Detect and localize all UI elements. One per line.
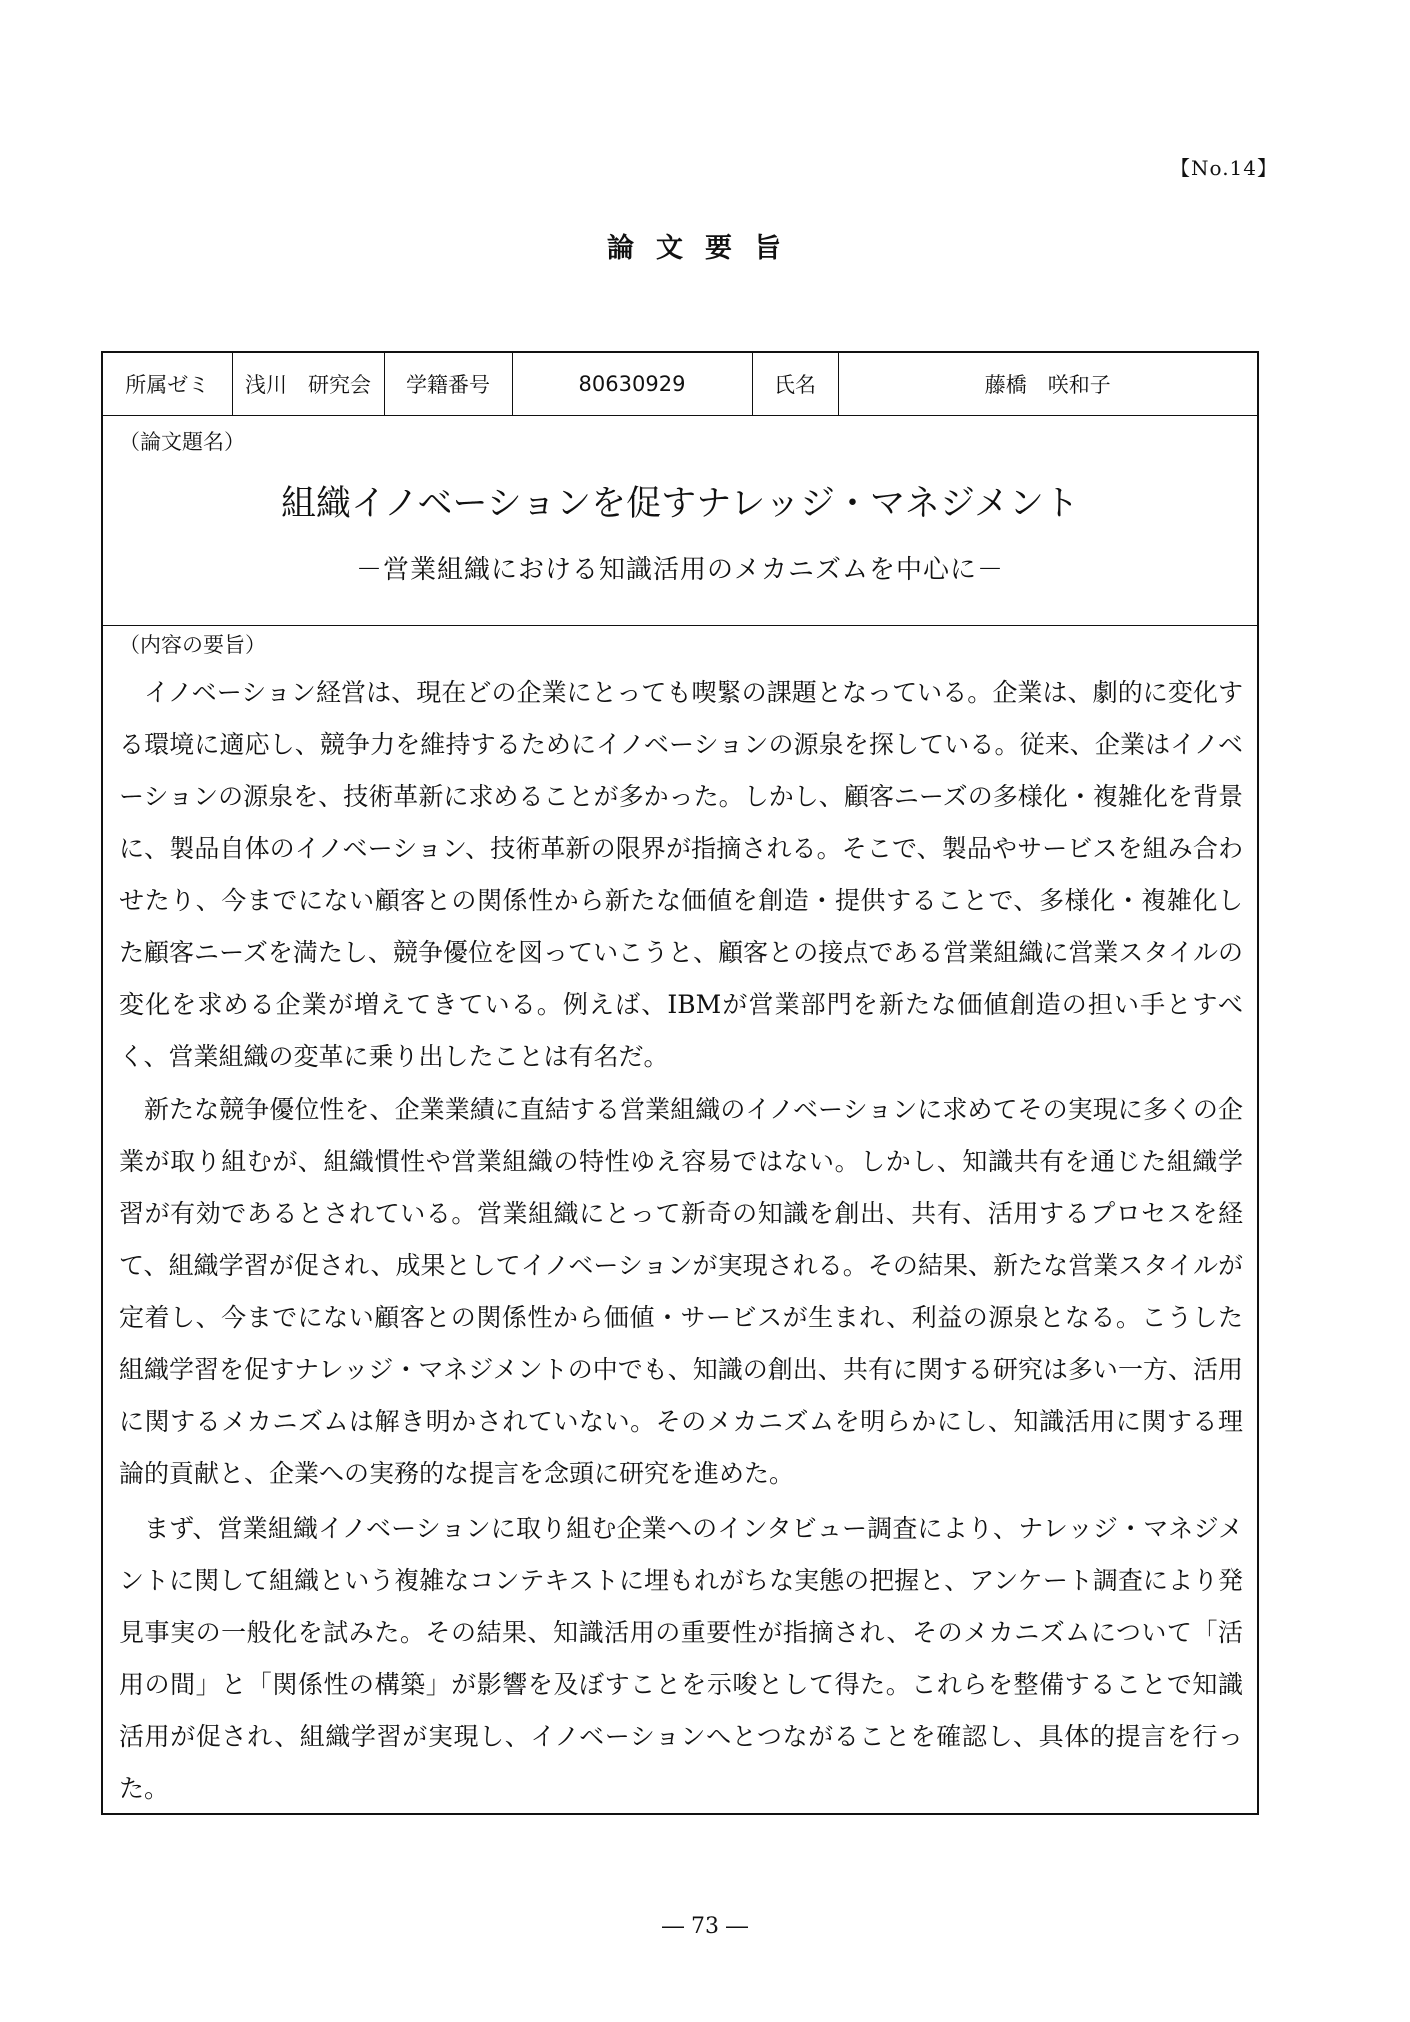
summary-section [103, 625, 1257, 1815]
info-table [103, 353, 1257, 416]
thesis-title-section [103, 416, 1257, 626]
student-id-value: 80630929 [512, 353, 752, 416]
page-number: ― 73 ― [662, 1914, 748, 1939]
name-label: 氏名 [752, 353, 838, 416]
info-row [103, 353, 1257, 416]
student-id-label: 学籍番号 [384, 353, 512, 416]
thesis-main-title: 組織イノベーションを促すナレッジ・マネジメント [280, 484, 1079, 524]
seminar-label: 所属ゼミ [103, 353, 232, 416]
page-title: 論文要旨 [607, 233, 803, 264]
thesis-sub-title: －営業組織における知識活用のメカニズムを中心に－ [355, 555, 1004, 585]
document-number: 【No.14】 [1170, 156, 1278, 180]
summary-paragraph-2: 新たな競争優位性を、企業業績に直結する営業組織のイノベーションに求めてその実現に多くの企業が取り組むが、組織慣性や営業組織の特性ゆえ容易ではない。しかし、知識共有を通じた組織学習が有効であるとされている。営業組織にとって新奇の知識を創出、共有、活用するプロセスを経て、組織学習が促され、成果としてイノベーションが実現される。その結果、新たな営業スタイルが定着し、今までにない顧客との関係性から価値・サービスが生まれ、利益の源泉となる。こうした組織学習を促すナレッジ・マネジメントの中でも、知識の創出、共有に関する研究は多い一方、活用に関するメカニズムは解き明かされていない。そのメカニズムを明らかにし、知識活用に関する理論的貢献と、企業への実務的な提言を念頭に研究を進めた。 [119, 1095, 1243, 1488]
seminar-value: 浅川 研究会 [232, 353, 384, 416]
summary-paragraph-3: まず、営業組織イノベーションに取り組む企業へのインタビュー調査により、ナレッジ・マネジメントに関して組織という複雑なコンテキストに埋もれがちな実態の把握と、アンケート調査により発見事実の一般化を試みた。その結果、知識活用の重要性が指摘され、そのメカニズムについて「活用の間」と「関係性の構築」が影響を及ぼすことを示唆として得た。これらを整備することで知識活用が促され、組織学習が実現し、イノベーションへとつながることを確認し、具体的提言を行った。 [119, 1514, 1243, 1803]
abstract-form [101, 351, 1259, 1815]
summary-paragraph-1: イノベーション経営は、現在どの企業にとっても喫緊の課題となっている。企業は、劇的に変化する環境に適応し、競争力を維持するためにイノベーションの源泉を探している。従来、企業はイノベーションの源泉を、技術革新に求めることが多かった。しかし、顧客ニーズの多様化・複雑化を背景に、製品自体のイノベーション、技術革新の限界が指摘される。そこで、製品やサービスを組み合わせたり、今までにない顧客との関係性から新たな価値を創造・提供することで、多様化・複雑化した顧客ニーズを満たし、競争優位を図っていこうと、顧客との接点である営業組織に営業スタイルの変化を求める企業が増えてきている。例えば、IBMが営業部門を新たな価値創造の担い手とすべく、営業組織の変革に乗り出したことは有名だ。 [119, 678, 1243, 1071]
thesis-title-label: （論文題名） [119, 430, 245, 454]
summary-label: （内容の要旨） [119, 633, 266, 657]
name-value: 藤橋 咲和子 [838, 353, 1257, 416]
